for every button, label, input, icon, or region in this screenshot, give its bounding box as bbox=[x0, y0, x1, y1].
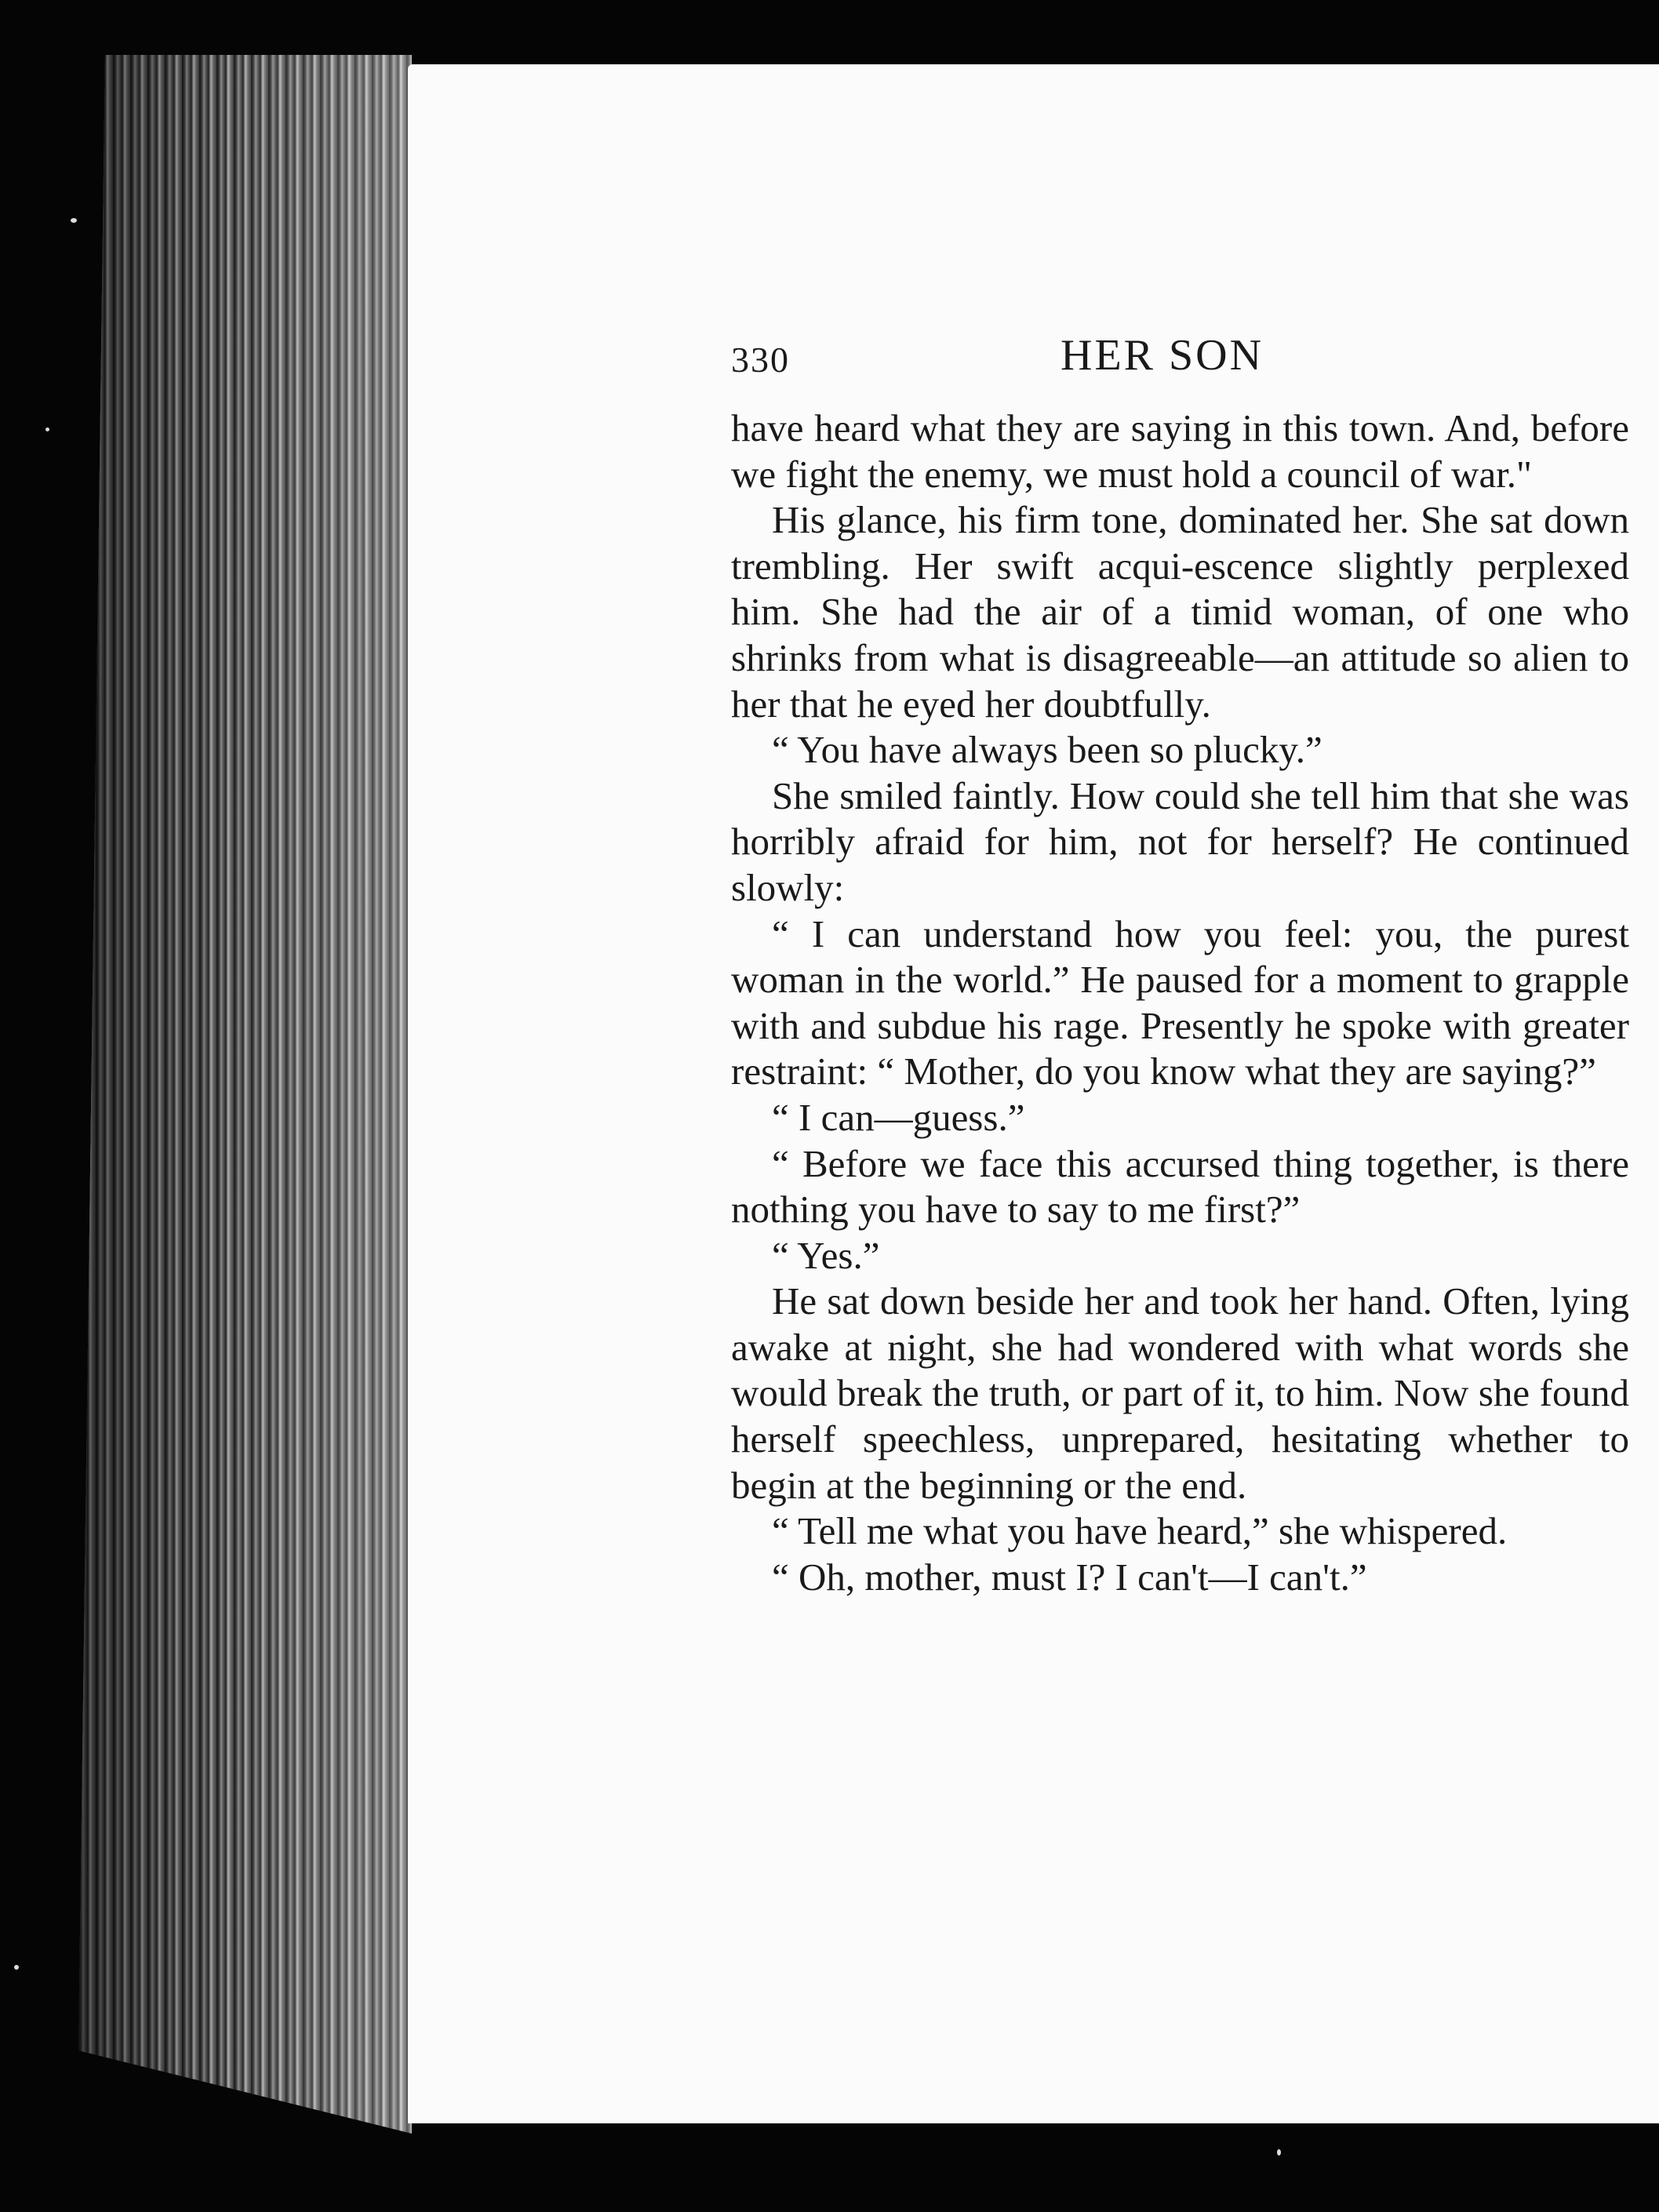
book-page-edges bbox=[78, 55, 412, 2134]
paragraph: “ I can understand how you feel: you, the purest woman in the world.” He paused for a moment to grapple with and subdue his rage. Presently he spoke with greater restraint: “ Mother, do you know what they are saying?” bbox=[731, 911, 1629, 1093]
paragraph: “ You have always been so plucky.” bbox=[772, 728, 1322, 772]
paragraph: “ Before we face this accursed thing together, is there nothing you have to say to me first?” bbox=[731, 1141, 1629, 1232]
paragraph: She smiled faintly. How could she tell him that she was horribly afraid for him, not for herself? He continued slowly: bbox=[731, 773, 1629, 909]
paragraph: He sat down beside her and took her hand. Often, lying awake at night, she had wondered with what words she would break the truth, or part of it, to him. Now she found herself speechless, unprepared, hesitating whether to begin at the beginning or the end. bbox=[731, 1279, 1629, 1507]
paragraph: “ Yes.” bbox=[772, 1233, 880, 1277]
page-number: 330 bbox=[731, 340, 790, 380]
book-page bbox=[408, 64, 1659, 2123]
dust-speck bbox=[45, 427, 49, 431]
paragraph: “ Tell me what you have heard,” she whispered. bbox=[772, 1509, 1508, 1553]
paragraph: His glance, his firm tone, dominated her. She sat down trembling. Her swift acqui-escence slightly perplexed him. She had the air of a timid woman, of one who shrinks from what is disagreeable—an attitude so alien to her that he eyed her doubtfully. bbox=[731, 498, 1629, 726]
dust-speck bbox=[1277, 2149, 1281, 2156]
paragraph: “ Oh, mother, must I? I can't—I can't.” bbox=[772, 1555, 1367, 1599]
dust-speck bbox=[71, 218, 77, 223]
page-content bbox=[731, 264, 1629, 1599]
paragraph: have heard what they are saying in this town. And, before we fight the enemy, we must hold a council of war." bbox=[731, 406, 1629, 496]
running-title: HER SON bbox=[1061, 331, 1264, 380]
dust-speck bbox=[14, 1965, 19, 1970]
paragraph: “ I can—guess.” bbox=[772, 1095, 1025, 1139]
body-text bbox=[731, 406, 1629, 1600]
running-head bbox=[731, 264, 1629, 380]
